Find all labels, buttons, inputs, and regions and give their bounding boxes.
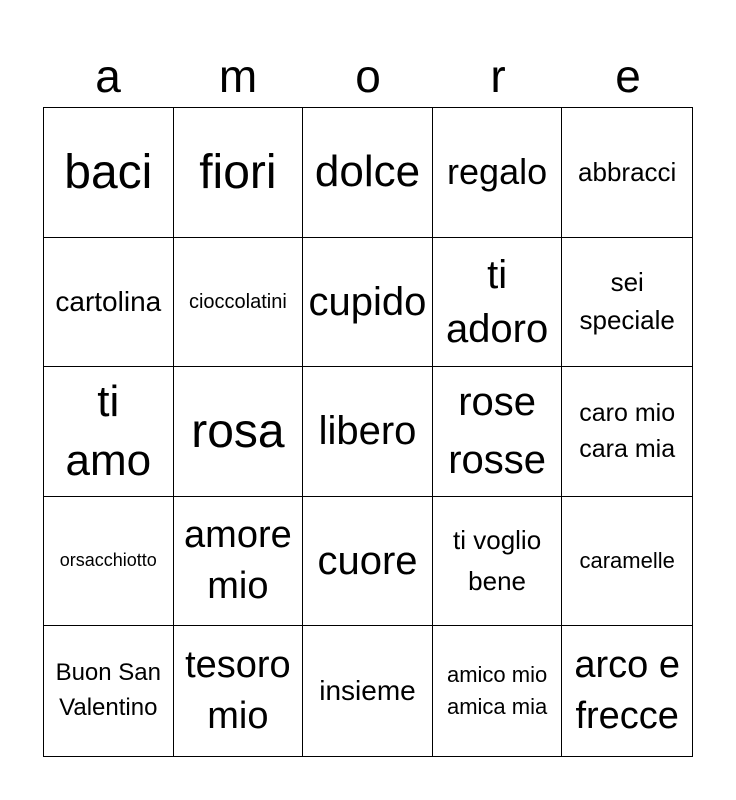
bingo-cell[interactable]: [562, 367, 692, 497]
bingo-cell[interactable]: [174, 108, 304, 238]
cell-label: regalo: [447, 151, 548, 193]
bingo-cell[interactable]: [562, 626, 692, 756]
cell-label: ti voglio bene: [453, 524, 542, 597]
cell-label: insieme: [319, 675, 416, 707]
bingo-cell[interactable]: [303, 626, 433, 756]
cell-label: abbracci: [578, 156, 677, 187]
bingo-cell[interactable]: [562, 108, 692, 238]
cell-label: dolce: [314, 147, 421, 196]
cell-label: caramelle: [579, 548, 675, 574]
bingo-cell[interactable]: [303, 497, 433, 627]
bingo-cell[interactable]: [44, 367, 174, 497]
header-letter-a: a: [95, 50, 121, 102]
bingo-cell[interactable]: [562, 238, 692, 368]
bingo-cell[interactable]: [433, 367, 563, 497]
cell-label: cupido: [308, 279, 427, 324]
cell-label: ti adoro: [445, 252, 549, 351]
bingo-cell[interactable]: [562, 497, 692, 627]
bingo-board: [43, 107, 693, 757]
bingo-cell[interactable]: [433, 238, 563, 368]
bingo-cell[interactable]: [433, 497, 563, 627]
header-letter-r: r: [490, 50, 506, 102]
bingo-cell[interactable]: [433, 108, 563, 238]
cell-label: cuore: [317, 539, 418, 584]
bingo-cell[interactable]: [174, 626, 304, 756]
cell-label: amico mio amica mia: [446, 662, 548, 720]
cell-label: fiori: [199, 145, 277, 199]
cell-label: tesoro mio: [185, 643, 291, 738]
bingo-cell[interactable]: [174, 497, 304, 627]
cell-label: sei speciale: [579, 267, 675, 335]
bingo-cell[interactable]: [174, 367, 304, 497]
header-letter-o: o: [355, 50, 381, 102]
bingo-cell[interactable]: [44, 497, 174, 627]
bingo-cell[interactable]: [174, 238, 304, 368]
cell-label: Buon San Valentino: [55, 659, 161, 722]
bingo-header: [43, 48, 693, 104]
bingo-cell[interactable]: [44, 108, 174, 238]
header-letter-e: e: [615, 50, 641, 102]
bingo-cell[interactable]: [44, 626, 174, 756]
cell-label: libero: [318, 409, 417, 454]
cell-label: rosa: [191, 404, 285, 458]
cell-label: orsacchiotto: [59, 550, 157, 571]
cell-label: arco e frecce: [574, 643, 680, 738]
cell-label: rose rosse: [448, 380, 546, 483]
cell-label: ti amo: [65, 377, 152, 486]
bingo-cell[interactable]: [44, 238, 174, 368]
bingo-cell[interactable]: [303, 367, 433, 497]
bingo-cell[interactable]: [433, 626, 563, 756]
header-letter-m: m: [218, 50, 258, 102]
cell-label: cioccolatini: [188, 290, 287, 313]
cell-label: cartolina: [55, 286, 162, 318]
bingo-cell[interactable]: [303, 108, 433, 238]
cell-label: baci: [64, 145, 153, 199]
bingo-cell[interactable]: [303, 238, 433, 368]
cell-label: amore mio: [184, 513, 292, 608]
cell-label: caro mio cara mia: [579, 399, 676, 464]
